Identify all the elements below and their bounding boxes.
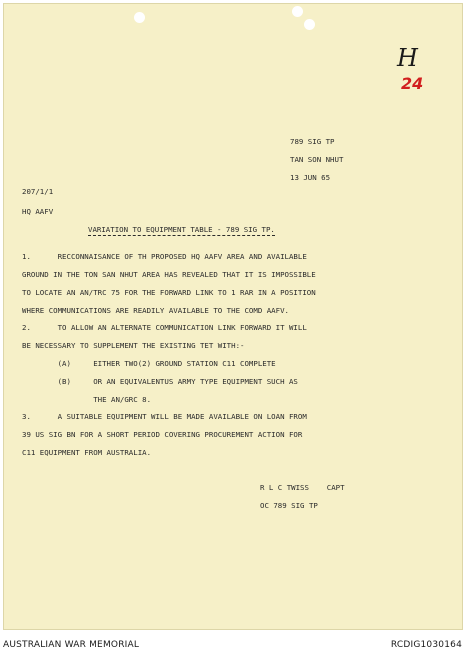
signature-position: OC 789 SIG TP xyxy=(260,501,318,510)
handwritten-letter: H xyxy=(397,44,418,72)
header-unit: 789 SIG TP xyxy=(290,137,335,146)
body-line: 2. TO ALLOW AN ALTERNATE COMMUNICATION LINK FORWARD IT WILL xyxy=(22,323,307,332)
reference-number: 207/1/1 xyxy=(22,187,54,196)
addressee: HQ AAFV xyxy=(22,207,54,216)
body-line: C11 EQUIPMENT FROM AUSTRALIA. xyxy=(22,448,152,457)
body-line: BE NECESSARY TO SUPPLEMENT THE EXISTING TET WITH:- xyxy=(22,341,245,350)
body-line: TO LOCATE AN AN/TRC 75 FOR THE FORWARD LINK TO 1 RAR IN A POSITION xyxy=(22,288,316,297)
punch-hole-left xyxy=(134,12,145,23)
header-date: 13 JUN 65 xyxy=(290,173,331,182)
punch-hole-right xyxy=(304,19,315,30)
body-line: GROUND IN THE TON SAN NHUT AREA HAS REVEALED THAT IT IS IMPOSSIBLE xyxy=(22,270,316,279)
document-page xyxy=(3,3,463,630)
document-title: VARIATION TO EQUIPMENT TABLE - 789 SIG TP. xyxy=(88,226,275,236)
body-line: 1. RECCONNAISANCE OF TH PROPOSED HQ AAFV AREA AND AVAILABLE xyxy=(22,252,307,261)
footer-identifier: RCDIG1030164 xyxy=(390,640,462,650)
body-line: 39 US SIG BN FOR A SHORT PERIOD COVERING PROCUREMENT ACTION FOR xyxy=(22,430,303,439)
punch-hole-middle xyxy=(292,6,303,17)
signature-name: R L C TWISS CAPT xyxy=(260,483,345,492)
footer-institution: AUSTRALIAN WAR MEMORIAL xyxy=(3,640,140,650)
body-line: (B) OR AN EQUIVALENTUS ARMY TYPE EQUIPMENT SUCH AS xyxy=(22,377,298,386)
header-location: TAN SON NHUT xyxy=(290,155,344,164)
body-line: WHERE COMMUNICATIONS ARE READILY AVAILABLE TO THE COMD AAFV. xyxy=(22,306,289,315)
body-line: (A) EITHER TWO(2) GROUND STATION C11 COMPLETE xyxy=(22,359,276,368)
body-line: 3. A SUITABLE EQUIPMENT WILL BE MADE AVAILABLE ON LOAN FROM xyxy=(22,412,307,421)
handwritten-folio-number: 24 xyxy=(401,74,424,93)
body-line: THE AN/GRC 8. xyxy=(22,395,152,404)
